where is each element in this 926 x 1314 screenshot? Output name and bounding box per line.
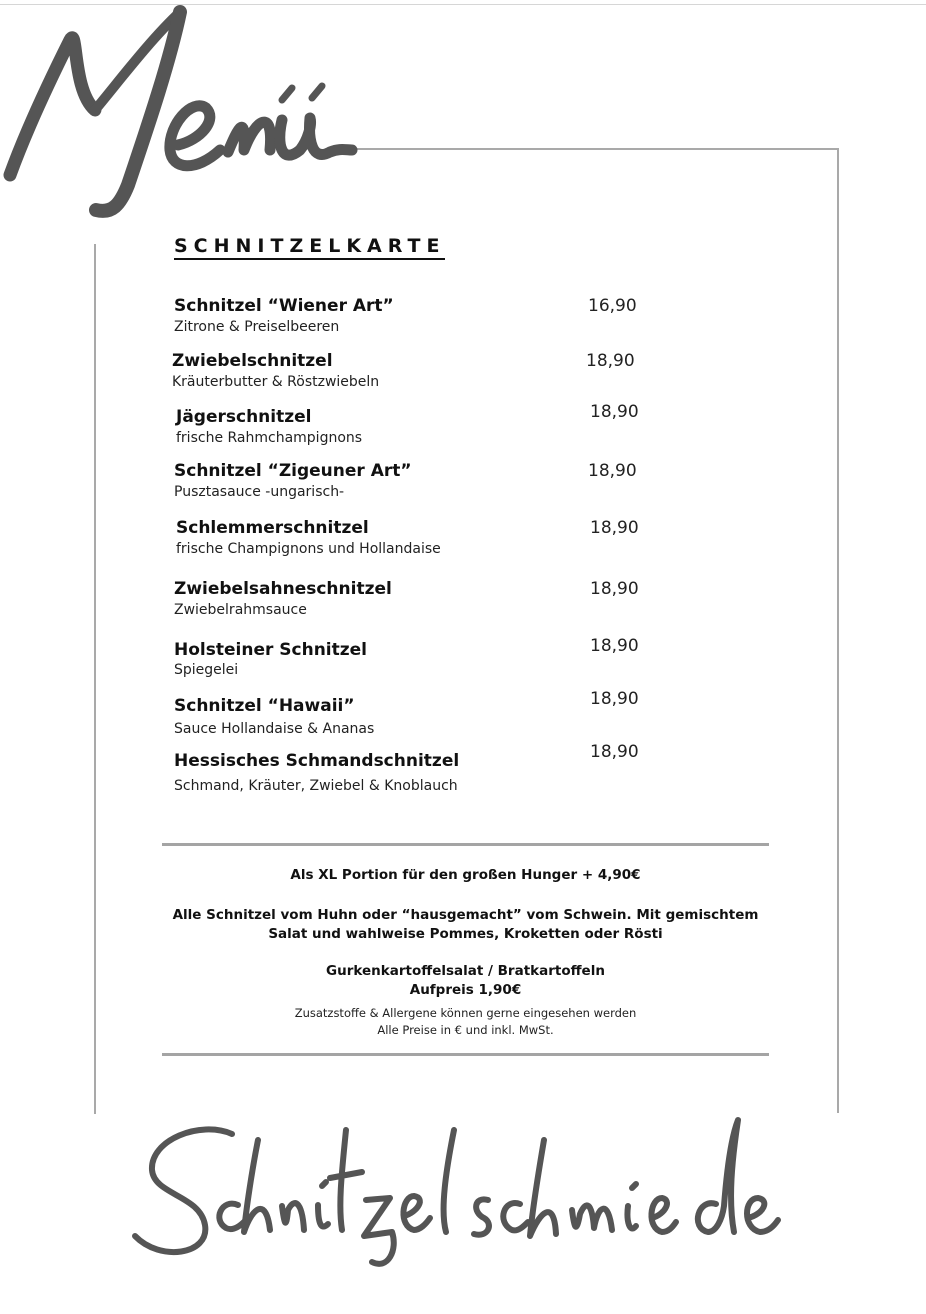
item-price: 18,90 xyxy=(586,351,635,371)
allergens-note: Zusatzstoffe & Allergene können gerne eingesehen werden xyxy=(294,1006,637,1020)
item-description: Zwiebelrahmsauce xyxy=(174,602,307,618)
item-description: frische Champignons und Hollandaise xyxy=(176,541,441,557)
menu-item xyxy=(174,578,392,620)
item-name: Zwiebelschnitzel xyxy=(172,351,333,371)
sides-note-line-1: Gurkenkartoffelsalat / Bratkartoffeln xyxy=(326,963,605,979)
prices-info-note: Alle Preise in € und inkl. MwSt. xyxy=(377,1023,554,1037)
item-description: Zitrone & Preiselbeeren xyxy=(174,319,340,335)
separator-line xyxy=(162,1053,769,1056)
item-price: 18,90 xyxy=(590,518,639,538)
item-price: 18,90 xyxy=(588,461,637,481)
item-name: Zwiebelsahneschnitzel xyxy=(174,579,392,599)
item-description: frische Rahmchampignons xyxy=(176,430,363,446)
item-description: Kräuterbutter & Röstzwiebeln xyxy=(172,374,380,390)
item-name: Hessisches Schmandschnitzel xyxy=(174,751,460,771)
sides-note-line-2: Aufpreis 1,90€ xyxy=(409,982,522,998)
section-title: SCHNITZELKARTE xyxy=(174,234,445,260)
menu-item xyxy=(174,295,394,337)
menu-item xyxy=(174,695,374,739)
item-name: Schnitzel “Hawaii” xyxy=(174,696,355,716)
menu-item xyxy=(176,406,362,448)
item-price: 18,90 xyxy=(590,579,639,599)
menu-item xyxy=(174,460,412,502)
xl-portion-note: Als XL Portion für den großen Hunger + 4,90€ xyxy=(290,867,641,883)
item-name: Schnitzel “Zigeuner Art” xyxy=(174,461,412,481)
item-price: 18,90 xyxy=(590,689,639,709)
menu-script-title xyxy=(10,12,352,211)
item-description: Schmand, Kräuter, Zwiebel & Knoblauch xyxy=(174,778,458,794)
item-price: 18,90 xyxy=(590,636,639,656)
info-note-line-1: Alle Schnitzel vom Huhn oder “hausgemacht” vom Schwein. Mit gemischtem xyxy=(172,907,759,923)
schnitzelschmiede-script-title xyxy=(135,1120,778,1264)
item-description: Pusztasauce -ungarisch- xyxy=(174,484,345,500)
item-description: Sauce Hollandaise & Ananas xyxy=(174,721,375,737)
menu-item xyxy=(174,750,459,796)
menu-item xyxy=(174,639,367,679)
item-name: Schnitzel “Wiener Art” xyxy=(174,296,394,316)
item-name: Jägerschnitzel xyxy=(176,407,312,427)
item-price: 18,90 xyxy=(590,402,639,422)
menu-item xyxy=(172,350,379,392)
menu-item xyxy=(176,517,441,559)
item-price: 18,90 xyxy=(590,742,639,762)
item-name: Schlemmerschnitzel xyxy=(176,518,369,538)
item-price: 16,90 xyxy=(588,296,637,316)
item-name: Holsteiner Schnitzel xyxy=(174,640,368,660)
item-description: Spiegelei xyxy=(174,662,239,678)
separator-line xyxy=(162,843,769,846)
info-note-line-2: Salat und wahlweise Pommes, Kroketten oder Rösti xyxy=(268,926,663,942)
